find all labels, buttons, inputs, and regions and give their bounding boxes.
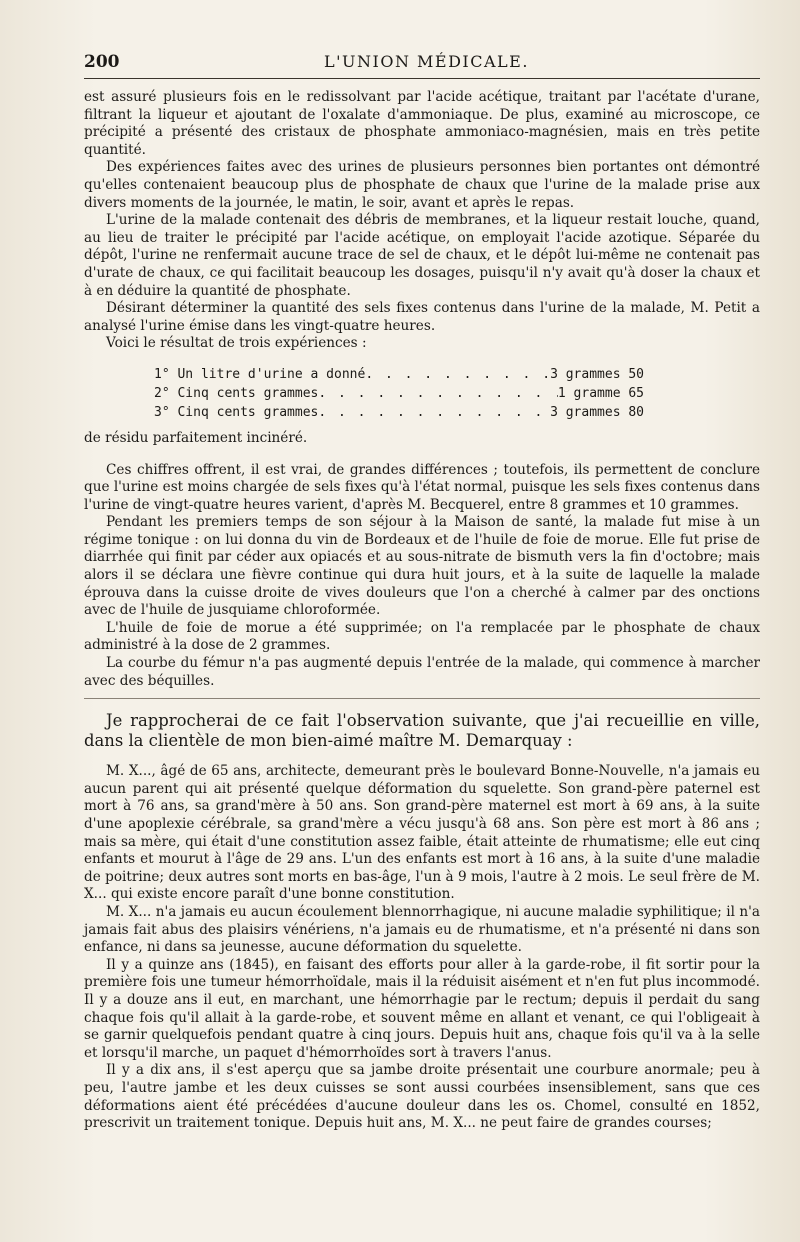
paragraph: M. X..., âgé de 65 ans, architecte, demeurant près le boulevard Bonne-Nouvelle, n'a jamais eu aucun parent qui ait présenté quelque déformation du squelette. Son grand-père paternel est mort à 76 ans, sa grand'mère à 50 ans. Son grand-père maternel est mort à 69 ans, à la suite d'une apoplexie cérébrale, sa grand'mère a vécu jusqu'à 68 ans. Son père est mort à 86 ans ; mais sa mère, qui était d'une constitution assez faible, était atteinte de rhumatisme; elle eut cinq enfants et mourut à l'âge de 29 ans. L'un des enfants est mort à 16 ans, à la suite d'une maladie de poitrine; deux autres sont morts en bas-âge, l'un à 9 mois, l'autre à 2 mois. Le seul frère de M. X... qui existe encore paraît d'une bonne constitution. (84, 763, 760, 903)
result-value: 1 gramme 65 (557, 385, 644, 401)
page-number: 200 (84, 52, 120, 72)
paragraph: Voici le résultat de trois expériences : (106, 335, 367, 352)
paragraph: M. X... n'a jamais eu aucun écoulement blennorrhagique, ni aucune maladie syphilitique; il n'a jamais fait abus des plaisirs vénériens, n'a jamais eu de rhumatisme, et n'a présenté ni dans son enfance, ni dans sa jeunesse, aucune déformation du squelette. (84, 903, 760, 956)
page-header (84, 52, 760, 79)
paragraph: est assuré plusieurs fois en le redissolvant par l'acide acétique, traitant par l'acétate d'urane, filtrant la liqueur et ajoutant de l'oxalate d'ammoniaque. De plus, examiné au microscope, ce précipité a présenté des cristaux de phosphate ammoniaco-magnésien, mais en très petite quantité. (84, 89, 760, 158)
paragraph: Il y a dix ans, il s'est aperçu que sa jambe droite présentait une courbure anormale; peu à peu, l'autre jambe et les deux cuisses se sont aussi courbées insensiblement, sans que ces déformations aient été précédées d'aucune douleur dans les os. Chomel, consulté en 1852, prescrivit un traitement tonique. Depuis huit ans, M. X... ne peut faire de grandes courses; (84, 1062, 760, 1132)
result-label: 3° Cinq cents grammes (154, 404, 319, 420)
paragraph: de résidu parfaitement incinéré. (84, 429, 308, 446)
paragraph: L'urine de la malade contenait des débris de membranes, et la liqueur restait louche, quand, au lieu de traiter le précipité par l'acide acétique, on employait l'acide azotique. Séparée du dépôt, l'urine ne renfermait aucune trace de sel de chaux, et le dépôt lui-même ne contenait pas d'urate de chaux, ce qui facilitait beaucoup les dosages, puisqu'il n'y avait qu'à doser la chaux et à en déduire la quantité de phosphate. (84, 212, 760, 299)
section-divider (84, 698, 760, 699)
result-row (154, 365, 644, 384)
paragraph: Désirant déterminer la quantité des sels fixes contenus dans l'urine de la malade, M. Petit a analysé l'urine émise dans les vingt-quatre heures. (84, 300, 760, 334)
result-label: 1° Un litre d'urine a donné (154, 366, 366, 382)
result-value: 3 grammes 50 (550, 366, 644, 382)
paragraph: Pendant les premiers temps de son séjour à la Maison de santé, la malade fut mise à un régime tonique : on lui donna du vin de Bordeaux et de l'huile de foie de morue. Elle fut prise de diarrhée qui finit par céder aux opiacés et au sous-nitrate de bismuth vers la fin d'octobre; mais alors il se déclara une fièvre continue qui dura huit jours, et à la suite de laquelle la malade éprouva dans la cuisse droite de vives douleurs que l'on a cherché à calmer par des onctions avec de l'huile de jusquiame chloroformée. (84, 514, 760, 619)
result-value: 3 grammes 80 (550, 404, 644, 420)
running-title: L'UNION MÉDICALE. (324, 52, 529, 71)
leader-dots (318, 384, 558, 403)
paragraph: Il y a quinze ans (1845), en faisant des efforts pour aller à la garde-robe, il fit sortir pour la première fois une tumeur hémorrhoïdale, mais il la réduisit aisément et n'en fut plus incommodé. Il y a douze ans il eut, en marchant, une hémorrhagie par le rectum; depuis il perdait du sang chaque fois qu'il allait à la garde-robe, et souvent même en allant et venant, ce qui l'obligeait à se garnir quelquefois pendant quatre à cinq jours. Depuis huit ans, chaque fois qu'il va à la selle et lorsqu'il marche, un paquet d'hémorrhoïdes sort à travers l'anus. (84, 956, 760, 1061)
paragraph: Ces chiffres offrent, il est vrai, de grandes différences ; toutefois, ils permettent de conclure que l'urine est moins chargée de sels fixes qu'à l'état normal, puisque les sels fixes contenus dans l'urine de vingt-quatre heures varient, d'après M. Becquerel, entre 8 grammes et 10 grammes. (84, 461, 760, 513)
paragraph: Des expériences faites avec des urines de plusieurs personnes bien portantes ont démontré qu'elles contenaient beaucoup plus de phosphate de chaux que l'urine de la malade prise aux divers moments de la journée, le matin, le soir, avant et après le repas. (84, 159, 760, 211)
leader-dots (365, 365, 550, 384)
spacer (84, 448, 760, 462)
leader-dots (318, 403, 550, 422)
result-row (154, 384, 644, 403)
paragraph: Je rapprocherai de ce fait l'observation suivante, que j'ai recueillie en ville, dans la clientèle de mon bien-aimé maître M. Demarquay : (84, 711, 760, 751)
results-list (84, 365, 760, 422)
observation-section (84, 763, 760, 1132)
observation-intro (84, 711, 760, 751)
result-label: 2° Cinq cents grammes (154, 385, 319, 401)
paragraph: L'huile de foie de morue a été supprimée; on l'a remplacée par le phosphate de chaux administré à la dose de 2 grammes. (84, 619, 760, 654)
paragraph: La courbe du fémur n'a pas augmenté depuis l'entrée de la malade, qui commence à marcher avec des béquilles. (84, 655, 760, 689)
body-section-1 (84, 89, 760, 690)
result-row (154, 403, 644, 422)
